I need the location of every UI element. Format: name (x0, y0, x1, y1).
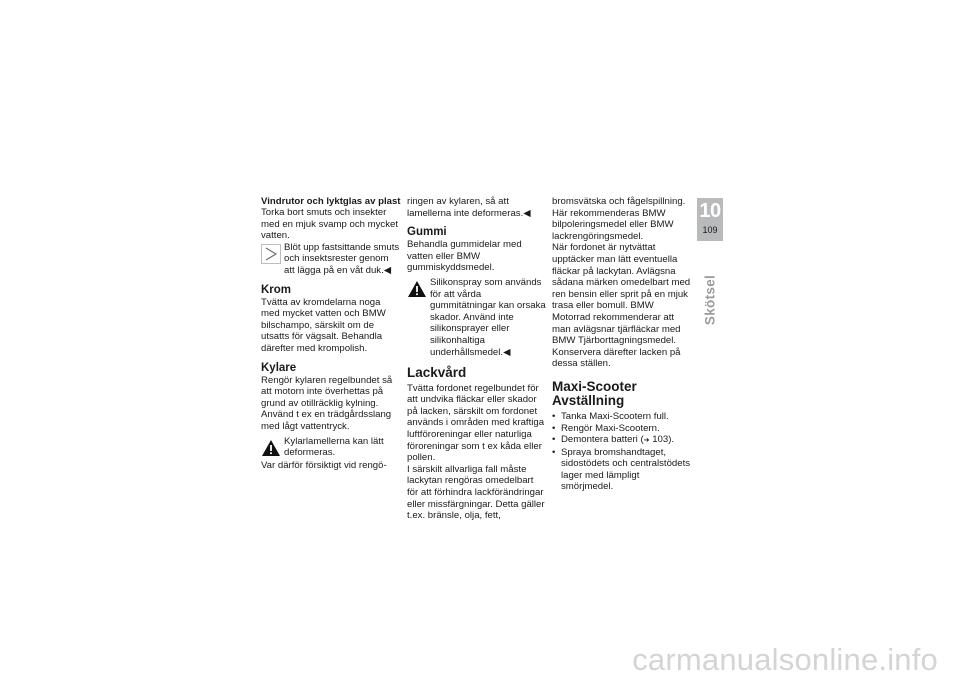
heading-maxi-scooter-avstallning: Maxi-Scooter Avställning (552, 378, 637, 409)
list-item: • Rengör Maxi-Scootern. (552, 423, 692, 435)
warning-text-gummi: Silikonspray som används för att vårda gummitätningar kan orsaka skador. Använd inte silikonsprayer eller silikonhaltiga underhållsmedel. (430, 276, 546, 358)
column-1 (261, 196, 401, 471)
paragraph-krom: Tvätta av kromdelarna noga med mycket vatten och BMW bilschampo, särskilt om de utsatts för vägsalt. Behandla därefter med krompolish. (261, 296, 386, 354)
page-reference: 103). (652, 434, 675, 446)
list-item: • Demontera batteri (➜ 103). (552, 434, 692, 447)
warning-triangle-icon (261, 438, 281, 458)
heading-kylare: Kylare (261, 361, 297, 374)
paragraph-lackvard-3: bromsvätska och fågelspillning. Här rekommenderas BMW bilpoleringsmedel eller BMW lackrengöringsmedel. (552, 196, 686, 242)
paragraph-vindrutor: Torka bort smuts och insekter med en mjuk svamp och mycket vatten. (261, 207, 399, 242)
paragraph-lackvard-2: I särskilt allvarliga fall måste lackytan rengöras omedelbart för att förhindra lackförändringar eller missfärgningar. Detta gäller t.ex. bränsle, olja, fett, (407, 463, 545, 522)
warning-triangle-icon (407, 279, 427, 299)
paragraph-gummi: Behandla gummidelar med vatten eller BMW gummiskyddsmedel. (407, 239, 522, 274)
paragraph-lackvard-4: När fordonet är nytvättat upptäcker man lätt eventuella fläckar på lackytan. Avlägsna sådana märken omedelbart med ren bensin eller sprit på en mjuk trasa eller bomull. BMW Motorrad rekommenderar att man avlägsnar tjärfläckar med BMW Tjärborttagningsmedel. Konservera därefter lacken på dessa ställen. (552, 242, 691, 370)
end-mark: ◀ (383, 264, 392, 276)
paragraph-kylare-cont: Var därför försiktigt vid rengö- (261, 459, 387, 471)
heading-gummi: Gummi (407, 226, 447, 239)
column-3 (552, 196, 692, 493)
end-mark: ◀ (523, 207, 531, 219)
column-2 (407, 196, 547, 522)
section-label: Skötsel (702, 274, 718, 326)
warning-note-kylare (261, 436, 401, 460)
paragraph-lackvard-1: Tvätta fordonet regelbundet för att undvika fläckar eller skador på lacken, särskilt om fordonet används i områden med kraftiga luftföroreningar eller naturliga föroreningar som t ex kåda eller pollen. (407, 382, 545, 464)
list-item: • Tanka Maxi-Scootern full. (552, 411, 692, 423)
chapter-number: 10 (699, 200, 721, 222)
paragraph-kylare: Rengör kylaren regelbundet så att motorn inte överhettas på grund av otillräcklig kylning. Använd t ex en trädgårdsslang med lågt vattentryck. (261, 374, 393, 432)
heading-vindrutor: Vindrutor och lyktglas av plast (261, 196, 401, 207)
warning-note-gummi (407, 277, 547, 358)
warning-text-kylare: Kylarlamellerna kan lätt deformeras. (284, 435, 384, 459)
chapter-tab (697, 198, 723, 241)
heading-krom: Krom (261, 283, 292, 296)
storage-steps-list (552, 411, 692, 493)
list-item: • Spraya bromshandtaget, sidostödets och centralstödets lager med lämpligt smörjmedel. (552, 447, 692, 493)
heading-lackvard: Lackvård (407, 365, 467, 381)
triangle-tip-icon (261, 244, 281, 264)
arrow-right-icon: ➜ (643, 437, 650, 445)
tip-note (261, 242, 401, 277)
paragraph-kylare-end: ringen av kylaren, så att lamellerna inte deformeras. (407, 196, 524, 219)
page-number: 109 (702, 225, 718, 235)
end-mark: ◀ (503, 346, 511, 358)
watermark: carmanualsonline.info (632, 642, 938, 677)
tip-note-text: Blöt upp fastsittande smuts och insektsrester genom att lägga på en våt duk. (284, 241, 400, 276)
